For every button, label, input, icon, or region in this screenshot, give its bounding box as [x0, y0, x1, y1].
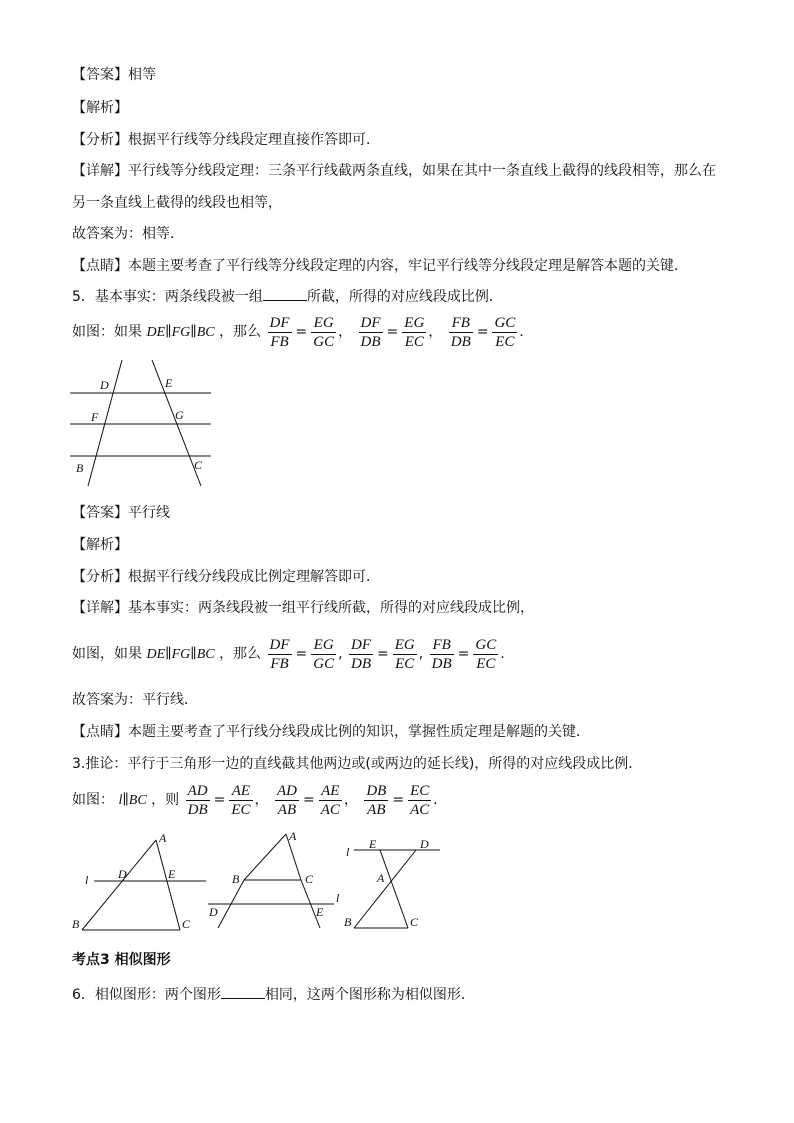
label-A: A: [289, 829, 297, 843]
label-E: E: [369, 837, 377, 851]
q4-comment: [72, 256, 688, 276]
detail-tag: 【详解】: [72, 163, 128, 179]
q6-stem: [72, 984, 475, 1005]
fraction: $\frac{AE}{AC}$: [320, 782, 340, 818]
q5-stem-part1: 5．基本事实：两条线段被一组: [72, 289, 263, 305]
q4-answer: [72, 65, 156, 85]
fraction: $\frac{GC}{EC}$: [475, 636, 497, 672]
q4-detail-cont: 另一条直线上截得的线段也相等，: [72, 195, 282, 211]
fraction: $\frac{AE}{EC}$: [231, 782, 251, 818]
fraction: $\frac{DF}{DB}$: [360, 314, 381, 350]
fraction: $\frac{GC}{EC}$: [494, 314, 516, 350]
label-B: B: [76, 461, 84, 475]
fraction: $\frac{AD}{DB}$: [187, 782, 208, 818]
label-B: B: [72, 917, 80, 931]
label-E: E: [165, 376, 173, 390]
q5-stem: [72, 286, 503, 307]
q5-analysis-tag: 【解析】: [72, 537, 128, 553]
q4-analysis-tag: 【解析】: [72, 100, 128, 116]
label-E: E: [168, 867, 176, 881]
label-D: D: [118, 867, 127, 881]
q5-answer: [72, 503, 170, 523]
q4-final: 故答案为：相等．: [72, 226, 184, 242]
label-l: l: [346, 845, 350, 859]
detail-text: 平行线等分线段定理：三条平行线截两条直线，如果在其中一条直线上截得的线段相等，那么在: [128, 163, 716, 179]
label-E: E: [316, 905, 324, 919]
corollary-statement: 如图： l∥BC ，则 $\frac{AD}{DB}$ = $\frac{AE}{EC}$ ， $\frac{AD}{AB}$ = $\frac{AE}{AC}$ ， $\frac{DB}{AB}$ = $\frac{EC}{AC}$ ．: [72, 782, 448, 818]
label-C: C: [410, 915, 419, 929]
fraction: $\frac{EG}{GC}$: [313, 314, 335, 350]
label-C: C: [194, 458, 203, 472]
detail-condition: DE∥FG∥BC: [146, 647, 215, 662]
fraction: $\frac{EG}{GC}$: [313, 636, 335, 672]
q5-figure-statement: 如图：如果 DE∥FG∥BC ，那么 $\frac{DF}{FB}$ = $\frac{EG}{GC}$ ， $\frac{DF}{DB}$ = $\frac{EG}{EC}$ ， $\frac{FB}{DB}$ = $\frac{GC}{EC}$ ．: [72, 314, 534, 350]
detail-tag: 【详解】: [72, 600, 128, 616]
detail-text: 基本事实：两条线段被一组平行线所截，所得的对应线段成比例，: [128, 600, 534, 616]
label-D: D: [100, 378, 109, 392]
corollary-figures: [68, 828, 448, 936]
label-C: C: [305, 872, 314, 886]
fig-then: ，那么: [219, 324, 262, 340]
fraction: $\frac{DF}{FB}$: [269, 314, 290, 350]
parallel-lines-figure: [68, 358, 218, 490]
label-B: B: [232, 872, 240, 886]
answer-tag: 【答案】: [72, 505, 128, 521]
label-F: F: [91, 410, 99, 424]
label-A: A: [159, 831, 167, 845]
fenxi-tag: 【分析】: [72, 132, 128, 148]
q4-detail: [72, 161, 716, 181]
answer-text: 平行线: [128, 505, 170, 521]
comment-tag: 【点睛】: [72, 724, 128, 740]
fraction: $\frac{DB}{AB}$: [366, 782, 387, 818]
fraction: $\frac{EG}{EC}$: [394, 636, 415, 672]
detail-fig-prefix: 如图，如果: [72, 646, 142, 662]
fraction: $\frac{EC}{AC}$: [410, 782, 430, 818]
detail-then: ，那么: [219, 646, 262, 662]
fenxi-text: 根据平行线分线段成比例定理解答即可．: [128, 569, 380, 585]
label-C: C: [182, 917, 191, 931]
comment-tag: 【点睛】: [72, 258, 128, 274]
label-l: l: [336, 891, 340, 905]
comment-text: 本题主要考查了平行线等分线段定理的内容，牢记平行线等分线段定理是解答本题的关键．: [128, 258, 688, 274]
q5-fenxi: [72, 567, 380, 587]
q5-final: 故答案为：平行线．: [72, 692, 198, 708]
q5-detail-statement: 如图，如果 DE∥FG∥BC ，那么 $\frac{DF}{FB}$ = $\frac{EG}{GC}$ , $\frac{DF}{DB}$ = $\frac{EG}{EC}$ , $\frac{FB}{DB}$ = $\frac{GC}{EC}$ .: [72, 636, 505, 672]
label-G: G: [175, 408, 184, 422]
cor-condition: l∥BC: [118, 793, 147, 808]
label-B: B: [344, 915, 352, 929]
fig-prefix: 如图：如果: [72, 324, 142, 340]
fenxi-tag: 【分析】: [72, 569, 128, 585]
fraction: $\frac{FB}{DB}$: [450, 314, 471, 350]
q5-detail: [72, 598, 534, 618]
answer-blank: [221, 984, 265, 999]
fraction: $\frac{DF}{DB}$: [351, 636, 371, 672]
triangle-figure-3: [344, 837, 440, 929]
fraction: $\frac{FB}{DB}$: [431, 636, 452, 672]
fraction: $\frac{DF}{FB}$: [269, 636, 290, 672]
triangle-figure-2: [208, 829, 340, 928]
fraction: $\frac{EG}{EC}$: [404, 314, 425, 350]
fig-condition: DE∥FG∥BC: [146, 325, 215, 340]
label-l: l: [85, 873, 89, 887]
triangle-figure-1: [72, 831, 206, 931]
comment-text: 本题主要考查了平行线分线段成比例的知识，掌握性质定理是解题的关键．: [128, 724, 590, 740]
cor-fig-prefix: 如图：: [72, 792, 114, 808]
answer-text: 相等: [128, 67, 156, 83]
label-D: D: [420, 837, 429, 851]
q6-stem-part2: 相同，这两个图形称为相似图形．: [264, 987, 475, 1003]
cor-then: ，则: [151, 792, 180, 808]
q5-comment: [72, 722, 590, 742]
corollary-text: 3.推论：平行于三角形一边的直线截其他两边或(或两边的延长线)，所得的对应线段成比例．: [72, 756, 643, 772]
label-A: A: [377, 871, 385, 885]
q4-fenxi: [72, 130, 380, 150]
answer-tag: 【答案】: [72, 67, 128, 83]
q5-stem-part2: 所截，所得的对应线段成比例．: [306, 289, 503, 305]
section-title: 考点3 相似图形: [72, 952, 171, 968]
q6-stem-part1: 6．相似图形：两个图形: [72, 987, 221, 1003]
answer-blank: [263, 286, 307, 301]
fenxi-text: 根据平行线等分线段定理直接作答即可．: [128, 132, 380, 148]
label-D: D: [209, 905, 218, 919]
fraction: $\frac{AD}{AB}$: [276, 782, 297, 818]
